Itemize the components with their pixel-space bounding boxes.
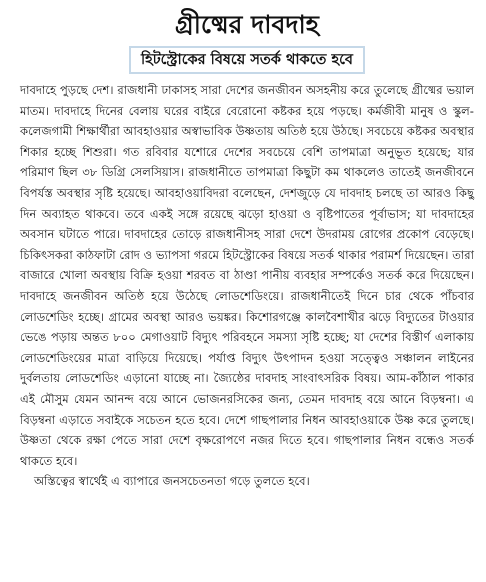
article-subheadline: হিটস্ট্রোকের বিষয়ে সতর্ক থাকতে হবে (129, 46, 365, 74)
article-body (20, 80, 474, 492)
article-headline: গ্রীষ্মের দাবদাহ (175, 10, 319, 39)
body-paragraph: অস্তিত্বের স্বার্থেই এ ব্যাপারে জনসচেতনতা গড়ে তুলতে হবে। (34, 474, 310, 489)
article-subheadline-box (20, 46, 474, 74)
body-paragraph: দাবদাহে পুড়ছে দেশ। রাজধানী ঢাকাসহ সারা দেশের জনজীবন অসহনীয় করে তুলেছে গ্রীষ্মের ভয়াল মাতম। দাবদাহে দিনের বেলায় ঘরের বাইরে বেরোনো কষ্টকর হয়ে পড়ছে। কর্মজীবী মানুষ ও স্কুল-কলেজগামী শিক্ষার্থীরা আবহাওয়ার অস্বাভাবিক উষ্ণতায় অতিষ্ঠ হয়ে উঠছে। সবচেয়ে কষ্টকর অবস্থার শিকার হচ্ছে শিশুরা। গত রবিবার যশোরে দেশের সবচেয়ে বেশি তাপমাত্রা অনুভূত হয়েছে; যার পরিমাণ ছিল ৩৮ ডিগ্রি সেলসিয়াস। রাজধানীতে তাপমাত্রা কিছুটা কম থাকলেও তাতেই জনজীবনে বিপর্যস্ত অবস্থার সৃষ্টি হয়েছে। আবহাওয়াবিদরা বলেছেন, দেশজুড়ে যে দাবদাহ চলছে তা আরও কিছু দিন অব্যাহত থাকবে। তবে একই সঙ্গে রয়েছে ঝড়ো হাওয়া ও বৃষ্টিপাতের পূর্বাভাস; যা দাবদাহের অবসান ঘটাতে পারে। দাবদাহের তোড়ে রাজধানীসহ সারা দেশে উদরাময় রোগের প্রকোপ বেড়েছে। চিকিৎসকরা কাঠফাটা রোদ ও ভ্যাপসা গরমে হিটস্ট্রোকের বিষয়ে সতর্ক থাকার পরামর্শ দিয়েছেন। তারা বাজারে খোলা অবস্থায় বিক্রি হওয়া শরবত বা ঠাণ্ডা পানীয় ব্যবহার সম্পর্কেও সতর্ক করে দিয়েছেন। দাবদাহে জনজীবন অতিষ্ঠ হয়ে উঠেছে লোডশেডিংয়ে। রাজধানীতেই দিনে চার থেকে পাঁচবার লোডশেডিং হচ্ছে। গ্রামের অবস্থা আরও ভয়ঙ্কর। কিশোরগঞ্জে কালবৈশাখীর ঝড়ে বিদ্যুতের টাওয়ার ভেঙে পড়ায় অন্তত ৮০০ মেগাওয়াট বিদ্যুৎ পরিবহনে সমস্যা সৃষ্টি হচ্ছে; যা দেশের বিস্তীর্ণ এলাকায় লোডশেডিংয়ের মাত্রা বাড়িয়ে দিয়েছে। পর্যাপ্ত বিদ্যুৎ উৎপাদন হওয়া সত্ত্বেও সঞ্চালন লাইনের দুর্বলতায় লোডশেডিং এড়ানো যাচ্ছে না। জ্যৈষ্ঠের দাবদাহ সাংবাৎসরিক বিষয়। আম-কাঁঠাল পাকার এই মৌসুম যেমন আনন্দ বয়ে আনে ভোজনরসিকের জন্য, তেমন দাবদাহ বয়ে আনে বিড়ম্বনা। এ বিড়ম্বনা এড়াতে সবাইকে সচেতন হতে হবে। দেশে গাছপালার নিধন আবহাওয়াকে উষ্ণ করে তুলছে। উষ্ণতা থেকে রক্ষা পেতে সারা দেশে বৃক্ষরোপণে নজর দিতে হবে। গাছপালার নিধন বন্ধেও সতর্ক থাকতে হবে। (20, 83, 474, 468)
